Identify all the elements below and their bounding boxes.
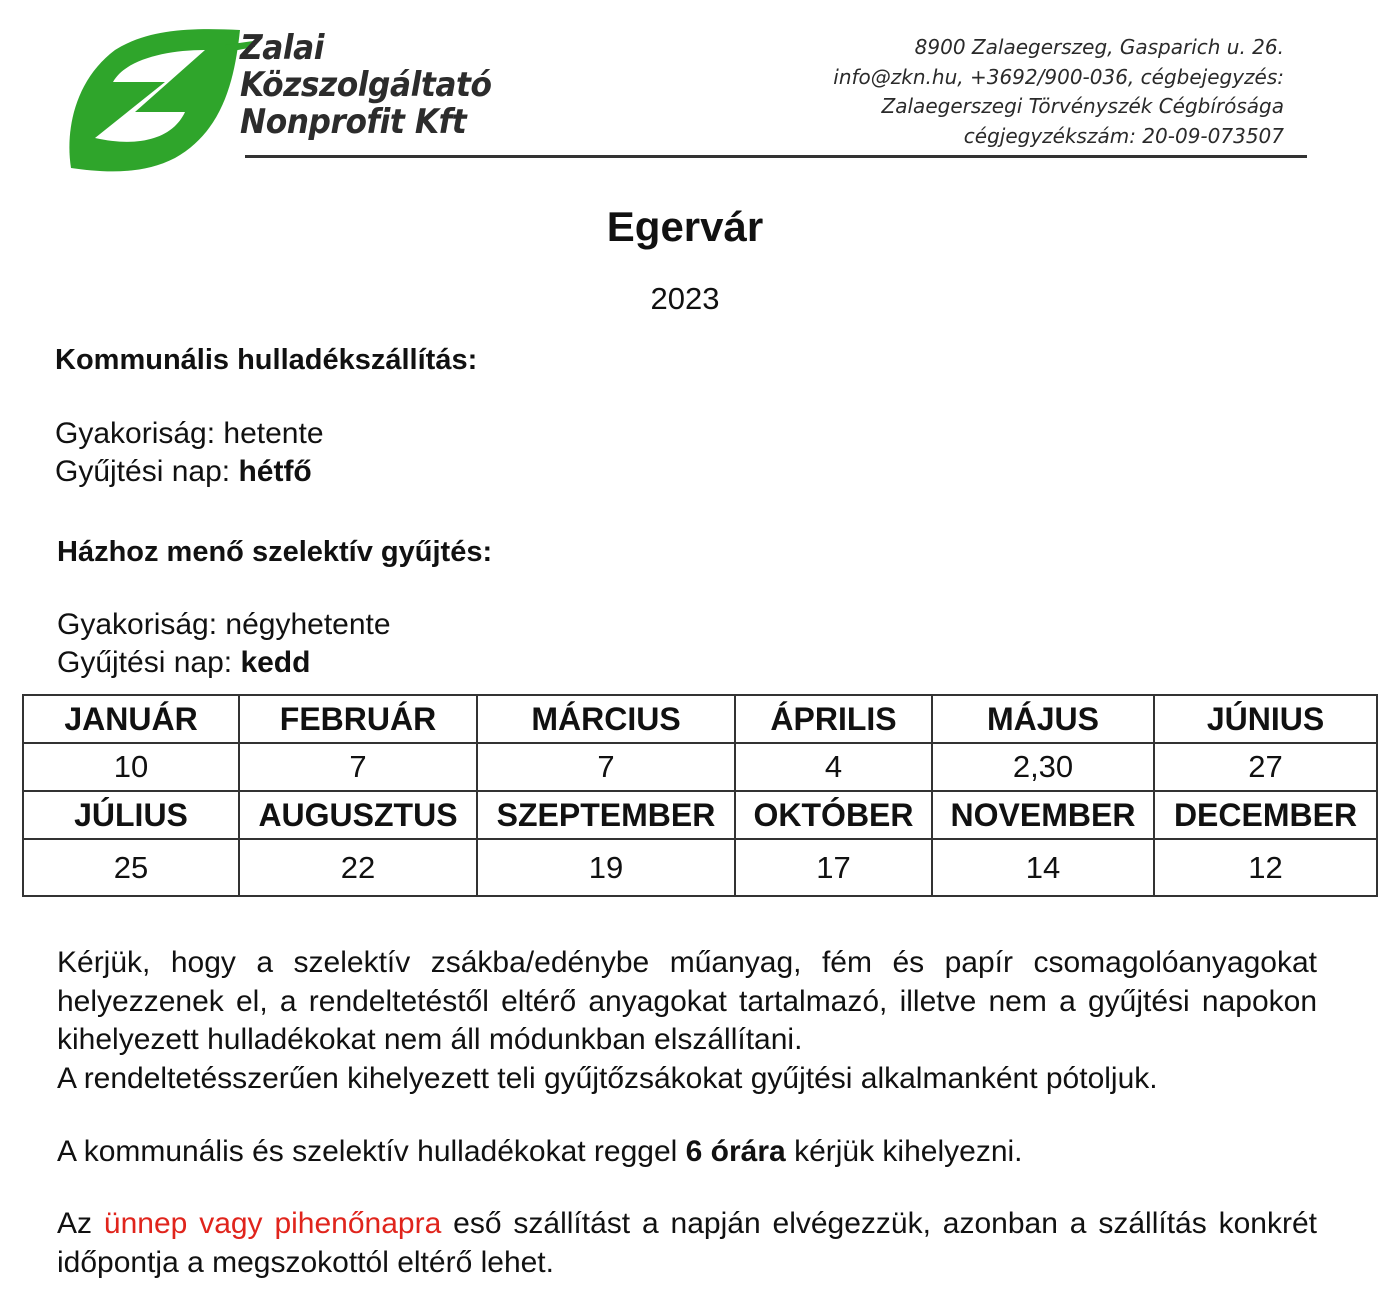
month-cell: OKTÓBER	[735, 791, 932, 839]
day-cell: 12	[1154, 839, 1377, 896]
time-highlight: 6 órára	[685, 1135, 786, 1168]
header-divider	[245, 155, 1307, 158]
month-cell: SZEPTEMBER	[477, 791, 735, 839]
communal-day: Gyűjtési nap: hétfő	[55, 455, 312, 488]
month-cell: JÚNIUS	[1154, 695, 1377, 743]
day-cell: 2,30	[932, 743, 1154, 791]
table-row	[23, 839, 1377, 896]
month-cell: AUGUSZTUS	[239, 791, 477, 839]
notice-paragraph-2: A kommunális és szelektív hulladékokat reggel 6 órára kérjük kihelyezni.	[57, 1135, 1023, 1168]
year-label: 2023	[650, 281, 720, 316]
month-cell: MÁRCIUS	[477, 695, 735, 743]
company-name: Zalai Közszolgáltató Nonprofit Kft	[240, 28, 492, 142]
notice-text-1: Kérjük, hogy a szelektív zsákba/edénybe műanyag, fém és papír csomagolóanyagokat helyezzenek el, a rendeltetéstől eltérő anyagokat tartalmazó, illetve nem a gyűjtési napokon kihelyezett hulladékokat nem áll módunkban elszállítani.	[57, 946, 1317, 1056]
month-cell: FEBRUÁR	[239, 695, 477, 743]
day-cell: 7	[477, 743, 735, 791]
day-cell: 22	[239, 839, 477, 896]
month-cell: ÁPRILIS	[735, 695, 932, 743]
day-cell: 14	[932, 839, 1154, 896]
month-cell: DECEMBER	[1154, 791, 1377, 839]
day-cell: 27	[1154, 743, 1377, 791]
holiday-highlight: ünnep vagy pihenőnapra	[103, 1207, 442, 1240]
collection-schedule-table	[22, 694, 1378, 897]
table-row	[23, 743, 1377, 791]
selective-day: Gyűjtési nap: kedd	[57, 646, 311, 679]
table-row	[23, 791, 1377, 839]
day-cell: 25	[23, 839, 239, 896]
month-cell: NOVEMBER	[932, 791, 1154, 839]
notice-paragraph-3: Az ünnep vagy pihenőnapra eső szállítást a napján elvégezzük, azonban a szállítás konkrét időpontja a megszokottól eltérő lehet.	[57, 1207, 1317, 1279]
table-row	[23, 695, 1377, 743]
notice-text-2: A rendeltetésszerűen kihelyezett teli gyűjtőzsákokat gyűjtési alkalmanként pótoljuk.	[57, 1061, 1158, 1095]
day-cell: 7	[239, 743, 477, 791]
day-cell: 10	[23, 743, 239, 791]
day-cell: 4	[735, 743, 932, 791]
page-title: Egervár	[606, 203, 764, 250]
month-cell: JANUÁR	[23, 695, 239, 743]
communal-frequency: Gyakoriság: hetente	[55, 417, 324, 450]
selective-heading: Házhoz menő szelektív gyűjtés:	[57, 536, 493, 568]
leaf-icon	[55, 20, 255, 180]
month-cell: JÚLIUS	[23, 791, 239, 839]
day-cell: 17	[735, 839, 932, 896]
notice-paragraph-1	[57, 944, 1317, 1098]
communal-heading: Kommunális hulladékszállítás:	[55, 344, 478, 376]
selective-frequency: Gyakoriság: négyhetente	[57, 608, 391, 641]
company-address: 8900 Zalaegerszeg, Gasparich u. 26. info@zkn.hu, +3692/900-036, cégbejegyzés: Zalaegerszegi Törvényszék Cégbírósága cégjegyzékszám: 20-09-073507	[833, 35, 1284, 148]
month-cell: MÁJUS	[932, 695, 1154, 743]
day-cell: 19	[477, 839, 735, 896]
